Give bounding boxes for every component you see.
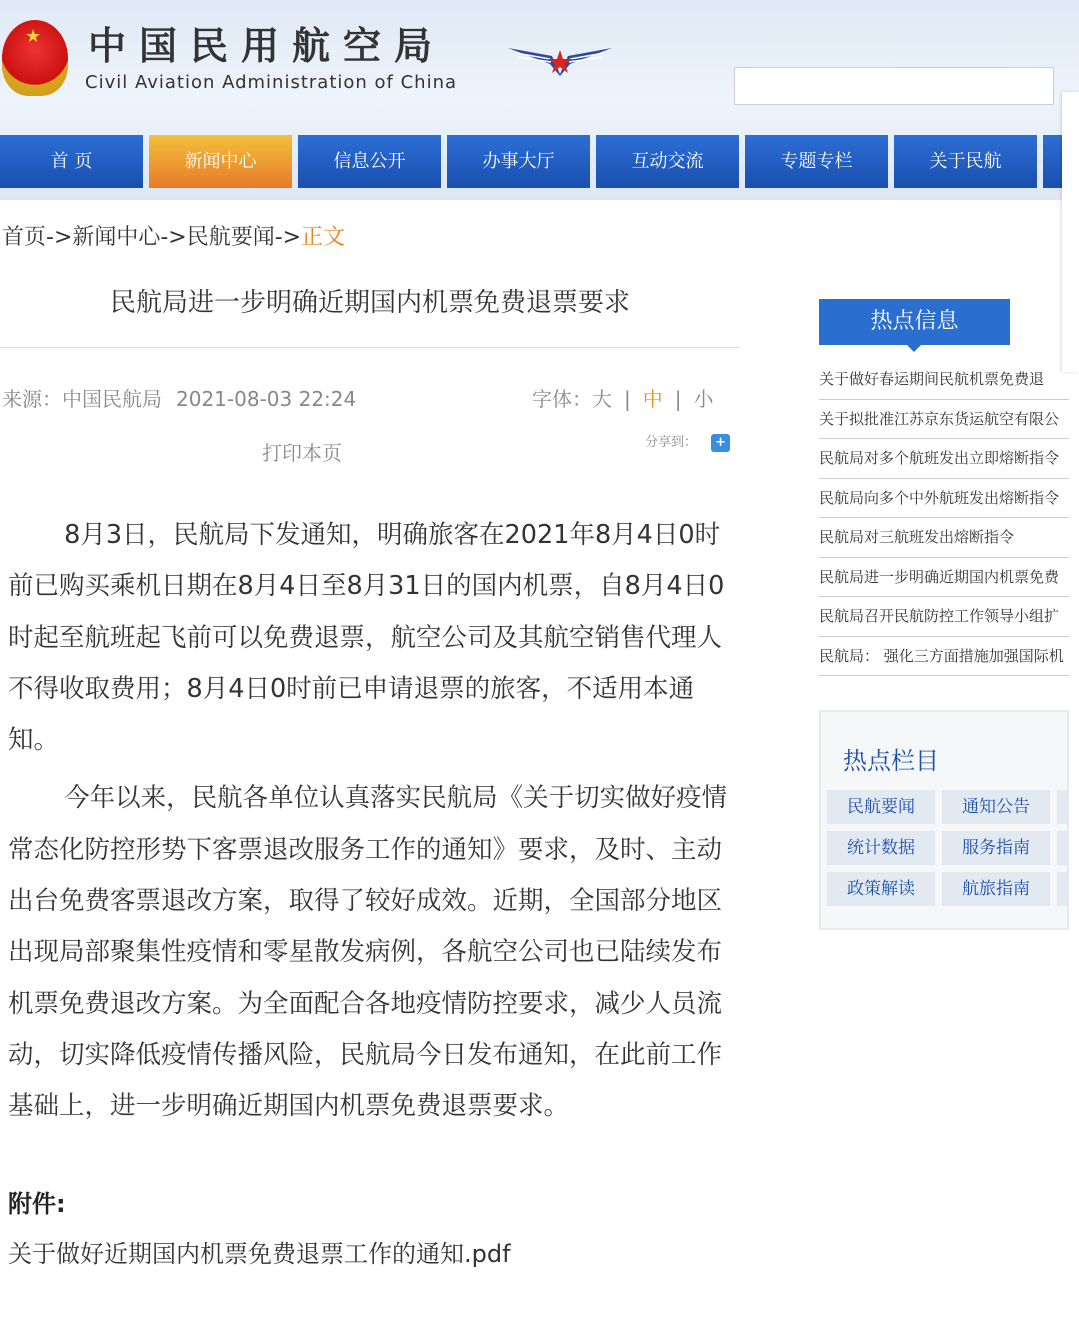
caac-wings-logo-icon [508,44,612,76]
article-date: 2021-08-03 22:24 [176,387,357,411]
nav-service-hall[interactable]: 办事大厅 [447,135,590,188]
national-emblem-icon [2,20,68,96]
nav-home[interactable]: 首 页 [0,135,143,188]
font-size-control [532,386,714,412]
hot-info-item[interactable]: 民航局向多个中外航班发出熔断指令 [819,479,1069,519]
article-source: 来源：中国民航局 [2,387,162,411]
nav-special-topics[interactable]: 专题专栏 [745,135,888,188]
font-small-button[interactable]: 小 [693,387,714,411]
hot-info-heading: 热点信息 [819,299,1010,345]
main-nav [0,135,1073,188]
column-link[interactable] [1057,790,1067,824]
separator: | [624,387,631,411]
column-link[interactable]: 政策解读 [827,872,935,906]
breadcrumb [2,224,345,252]
hot-info-item[interactable]: 关于拟批准江苏京东货运航空有限公 [819,400,1069,440]
share-bar [645,434,730,452]
logo-chinese[interactable]: 中国民用航空局 [88,24,446,68]
hot-info-item[interactable]: 民航局： 强化三方面措施加强国际机 [819,637,1069,677]
breadcrumb-path[interactable]: 首页->新闻中心->民航要闻-> [2,225,302,250]
hot-info-item[interactable]: 民航局召开民航防控工作领导小组扩 [819,597,1069,637]
column-link[interactable]: 航旅指南 [942,872,1050,906]
print-button[interactable]: 打印本页 [262,441,342,465]
hot-info-item[interactable]: 民航局进一步明确近期国内机票免费 [819,558,1069,598]
nav-interaction[interactable]: 互动交流 [596,135,739,188]
hot-columns-grid [827,790,1067,906]
share-label: 分享到： [645,435,698,450]
attachment-label: 附件: [8,1189,66,1218]
divider [0,347,740,348]
logo-english[interactable]: Civil Aviation Administration of China [85,72,458,93]
breadcrumb-current: 正文 [301,225,346,250]
hot-info-list [819,360,1069,676]
hot-columns-panel [819,710,1069,930]
column-link[interactable]: 服务指南 [942,831,1050,865]
article-paragraph: 8月3日，民航局下发通知，明确旅客在2021年8月4日0时前已购买乘机日期在8月4日至8月31日的国内机票，自8月4日0时起至航班起飞前可以免费退票，航空公司及其航空销售代理人不得收取费用；8月4日0时前已申请退票的旅客，不适用本通知。 [8,520,725,756]
font-large-button[interactable]: 大 [592,387,612,411]
column-link[interactable] [1057,872,1067,906]
hot-info-item[interactable]: 民航局对三航班发出熔断指令 [819,518,1069,558]
article-body [8,510,738,1279]
article-paragraph: 今年以来，民航各单位认真落实民航局《关于切实做好疫情常态化防控形势下客票退改服务工作的通知》要求，及时、主动出台免费客票退改方案，取得了较好成效。近期，全国部分地区出现局部聚集性疫情和零星散发病例，各航空公司也已陆续发布机票免费退改方案。为全面配合各地疫情防控要求，减少人员流动，切实降低疫情传播风险，民航局今日发布通知，在此前工作基础上，进一步明确近期国内机票免费退票要求。 [8,783,728,1122]
column-link[interactable] [1057,831,1067,865]
hot-columns-heading: 热点栏目 [843,747,939,775]
sidebar [819,299,1069,930]
font-medium-button[interactable]: 中 [642,387,663,411]
nav-info-disclosure[interactable]: 信息公开 [298,135,441,188]
nav-news-center[interactable]: 新闻中心 [149,135,292,188]
hot-info-item[interactable]: 关于做好春运期间民航机票免费退 [819,360,1069,400]
article-title: 民航局进一步明确近期国内机票免费退票要求 [109,288,630,318]
attachment-link[interactable]: 关于做好近期国内机票免费退票工作的通知.pdf [8,1239,511,1268]
search-input[interactable] [734,67,1054,105]
column-link[interactable]: 民航要闻 [827,790,935,824]
separator: | [674,387,682,411]
column-link[interactable]: 通知公告 [942,790,1050,824]
share-plus-icon[interactable]: + [711,434,730,452]
hot-info-item[interactable]: 民航局对多个航班发出立即熔断指令 [819,439,1069,479]
column-link[interactable]: 统计数据 [827,831,935,865]
font-size-label: 字体： [532,387,592,411]
floating-panel[interactable] [1062,92,1079,372]
article-meta [2,386,370,412]
nav-about[interactable]: 关于民航 [894,135,1037,188]
